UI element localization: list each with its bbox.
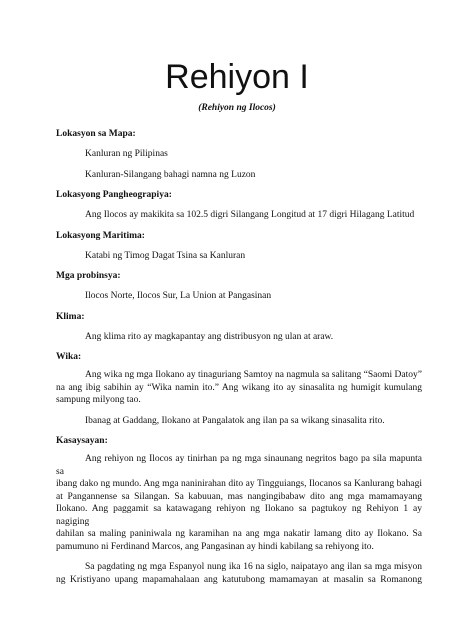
klima-text: Ang klima rito ay magkapantay ang distribusyon ng ulan at araw. xyxy=(85,331,334,342)
page-subtitle: (Rehiyon ng Ilocos) xyxy=(198,103,276,113)
heading-maritima: Lokasyong Maritima: xyxy=(56,230,145,241)
kasaysayan-line-2: ibang dako ng mundo. Ang mga naninirahan dito ay Tingguiangs, Ilocanos sa Kanlurang bahagi xyxy=(56,479,422,489)
heading-kasaysayan: Kasaysayan: xyxy=(56,436,108,446)
pangheograpiya-text: Ang Ilocos ay makikita sa 102.5 digri Silangang Longitud at 17 digri Hilagang Latitud xyxy=(85,210,415,220)
wika-line-2: na ang ibig sabihin ay “Wika namin ito.” Ang wikang ito ay sinasalita ng humigit kumulang xyxy=(56,382,422,393)
heading-klima: Klima: xyxy=(56,311,85,322)
page-title: Rehiyon I xyxy=(165,58,309,96)
probinsya-text: Ilocos Norte, Ilocos Sur, La Union at Pangasinan xyxy=(85,291,272,301)
kasaysayan-p2-line-1: Sa pagdating ng mga Espanyol nung ika 16 na siglo, naipatayo ang ilan sa mga misyon xyxy=(85,562,422,572)
wika-paragraph-2: Ibanag at Gaddang, Ilokano at Pangalatok ang ilan pa sa wikang sinasalita rito. xyxy=(85,415,385,426)
heading-pangheograpiya: Lokasyong Pangheograpiya: xyxy=(56,190,172,200)
kasaysayan-line-6: pamumuno ni Ferdinand Marcos, ang Pangasinan ay hindi kabilang sa rehiyong ito. xyxy=(56,541,374,552)
lokasyon-item-2: Kanluran-Silangang bahagi namna ng Luzon xyxy=(85,169,256,180)
document-body xyxy=(56,118,422,586)
lokasyon-item-1: Kanluran ng Pilipinas xyxy=(85,149,168,159)
kasaysayan-p2-line-2: ng Kristiyano upang mapamahalaan ang katutubong mamamayan at masalin sa Romanong xyxy=(56,574,422,585)
kasaysayan-line-3: at Pangannense sa Silangan. Sa kabuuan, mas nangingibabaw dito ang mga mamamayang xyxy=(56,491,422,502)
kasaysayan-line-5: dahilan sa maling paniniwala ng karamihan na ang mga nakatir lamang dito ay Ilokano. Sa xyxy=(56,529,422,539)
wika-paragraph-1 xyxy=(56,369,422,407)
heading-wika: Wika: xyxy=(56,352,82,362)
kasaysayan-paragraph-1 xyxy=(56,453,422,553)
kasaysayan-line-4: Ilokano. Ang paggamit sa katawagang rehiyon ng Ilokano sa pagtukoy ng Rehiyon 1 ay nagiging xyxy=(56,504,422,527)
wika-line-1: Ang wika ng mga Ilokano ay tinaguriang Samtoy na nagmula sa salitang “Saomi Datoy” xyxy=(85,370,422,380)
wika-line-3: sampung milyong tao. xyxy=(56,395,141,405)
kasaysayan-line-1: Ang rehiyon ng Ilocos ay tinirhan pa ng mga sinaunang negritos bago pa sila mapunta sa xyxy=(56,454,422,477)
heading-probinsya: Mga probinsya: xyxy=(56,271,121,281)
heading-lokasyon: Lokasyon sa Mapa: xyxy=(56,129,136,139)
maritima-text: Katabi ng Timog Dagat Tsina sa Kanluran xyxy=(85,250,246,261)
kasaysayan-paragraph-2 xyxy=(56,561,422,586)
